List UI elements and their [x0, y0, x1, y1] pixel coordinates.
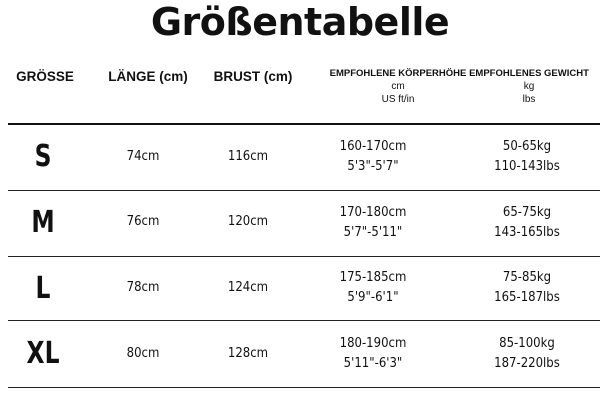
- header-weight-unit-lbs: lbs: [522, 94, 536, 105]
- weight-kg: 85-100kg: [499, 336, 555, 351]
- chest-value: 120cm: [227, 214, 269, 229]
- weight-value: [474, 334, 580, 374]
- height-cm: 175-185cm: [339, 270, 407, 285]
- length-value: 80cm: [126, 346, 160, 361]
- height-ft: 5'7"-5'11": [343, 225, 403, 240]
- size-label: M: [31, 205, 55, 240]
- header-weight: [458, 67, 600, 106]
- weight-kg: 50-65kg: [502, 139, 552, 154]
- header-height-unit-cm: cm: [391, 81, 405, 92]
- header-weight-label: EMPFOHLENES GEWICHT: [469, 68, 589, 79]
- row-divider: [8, 256, 600, 257]
- row-divider: [8, 320, 600, 321]
- height-value: [324, 137, 423, 177]
- weight-lbs: 143-165lbs: [494, 225, 560, 240]
- height-ft: 5'11"-6'3": [343, 356, 403, 371]
- chest-value: 128cm: [227, 346, 269, 361]
- height-value: [324, 203, 423, 243]
- row-divider: [8, 387, 600, 388]
- weight-lbs: 165-187lbs: [494, 290, 560, 305]
- page-title: Größentabelle: [150, 0, 450, 44]
- length-value: 78cm: [126, 280, 160, 295]
- size-label: S: [34, 139, 52, 174]
- height-value: [324, 268, 423, 308]
- weight-kg: 75-85kg: [502, 270, 552, 285]
- weight-value: [474, 203, 580, 243]
- row-divider: [8, 190, 600, 191]
- weight-kg: 65-75kg: [502, 205, 552, 220]
- height-ft: 5'3"-5'7": [347, 159, 399, 174]
- weight-value: [474, 137, 580, 177]
- header-chest: BRUST (cm): [213, 69, 293, 84]
- length-value: 76cm: [126, 214, 160, 229]
- chest-value: 116cm: [227, 149, 269, 164]
- weight-lbs: 110-143lbs: [494, 159, 560, 174]
- header-height-label: EMPFOHLENE KÖRPERHÖHE: [329, 68, 467, 79]
- length-value: 74cm: [126, 149, 160, 164]
- height-value: [324, 334, 423, 374]
- height-cm: 180-190cm: [339, 336, 407, 351]
- size-label: XL: [26, 336, 60, 371]
- weight-value: [474, 268, 580, 308]
- height-ft: 5'9"-6'1": [347, 290, 399, 305]
- height-cm: 170-180cm: [339, 205, 407, 220]
- chest-value: 124cm: [227, 280, 269, 295]
- header-divider: [8, 123, 600, 125]
- header-length: LÄNGE (cm): [108, 69, 188, 84]
- header-size: GRÖSSE: [16, 69, 74, 84]
- height-cm: 160-170cm: [339, 139, 407, 154]
- header-weight-unit-kg: kg: [523, 81, 535, 92]
- size-label: L: [35, 271, 51, 306]
- weight-lbs: 187-220lbs: [494, 356, 560, 371]
- header-height-unit-ft: US ft/in: [381, 94, 415, 105]
